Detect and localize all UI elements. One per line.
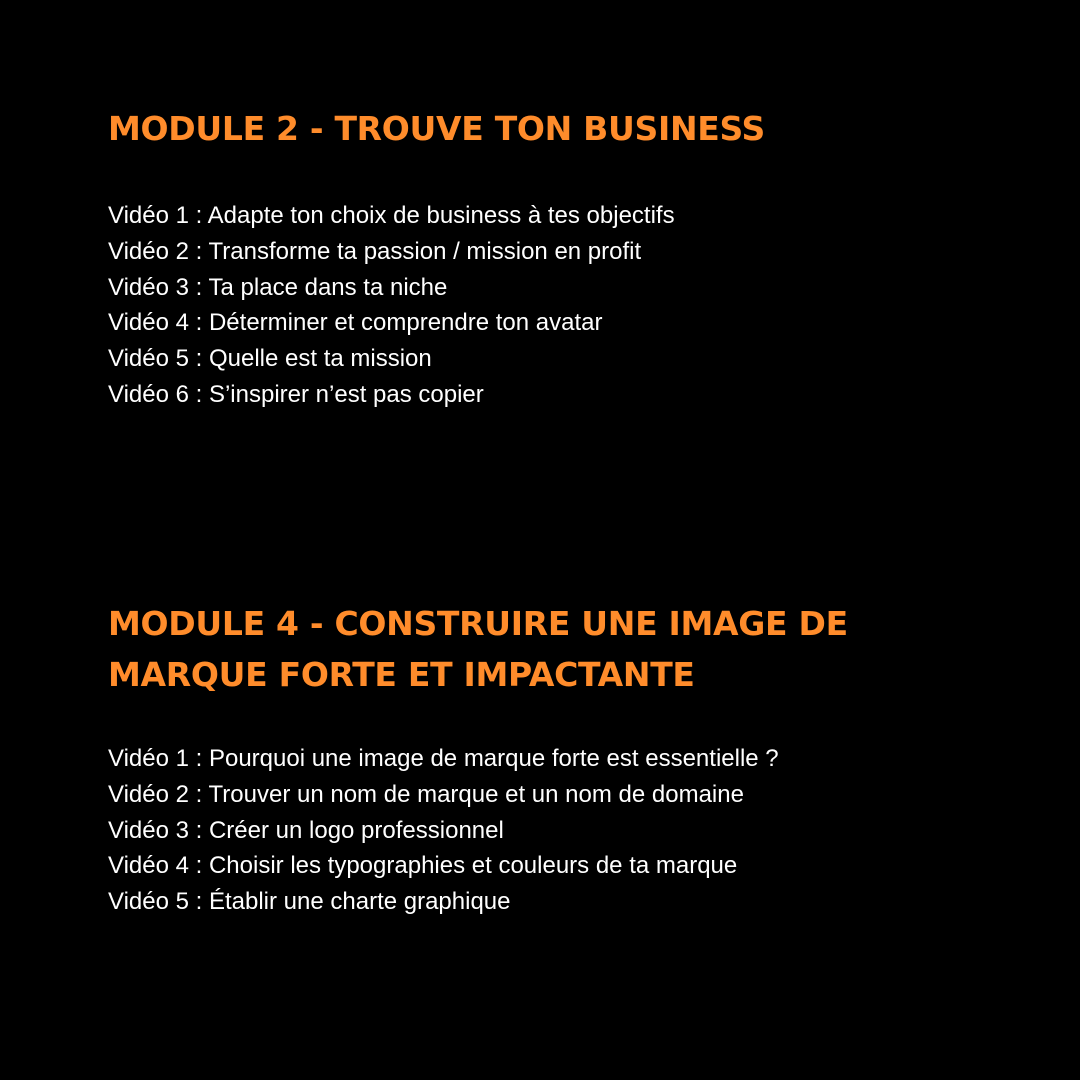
video-list-item: Vidéo 4 : Déterminer et comprendre ton avatar — [108, 309, 603, 337]
module-2-section — [108, 103, 1008, 413]
video-list-item: Vidéo 4 : Choisir les typographies et couleurs de ta marque — [108, 852, 738, 880]
video-list-item: Vidéo 5 : Établir une charte graphique — [108, 888, 511, 916]
video-list-item: Vidéo 6 : S’inspirer n’est pas copier — [108, 380, 484, 408]
video-list-item: Vidéo 1 : Adapte ton choix de business à tes objectifs — [108, 202, 675, 229]
module-4-video-list — [108, 741, 1008, 920]
module-4-section — [108, 598, 1008, 920]
video-list-item: Vidéo 1 : Pourquoi une image de marque forte est essentielle ? — [108, 745, 779, 772]
video-list-item: Vidéo 3 : Créer un logo professionnel — [108, 816, 504, 844]
module-2-video-list — [108, 198, 1008, 413]
module-4-title-line-2: MARQUE FORTE ET IMPACTANTE — [108, 655, 695, 694]
video-list-item: Vidéo 2 : Transforme ta passion / mission en profit — [108, 237, 642, 265]
module-2-title: MODULE 2 - TROUVE TON BUSINESS — [108, 109, 765, 148]
video-list-item: Vidéo 3 : Ta place dans ta niche — [108, 273, 448, 301]
module-4-title-line-1: MODULE 4 - CONSTRUIRE UNE IMAGE DE — [108, 604, 848, 643]
module-4-title — [108, 598, 1008, 700]
video-list-item: Vidéo 2 : Trouver un nom de marque et un nom de domaine — [108, 780, 744, 808]
video-list-item: Vidéo 5 : Quelle est ta mission — [108, 345, 432, 373]
